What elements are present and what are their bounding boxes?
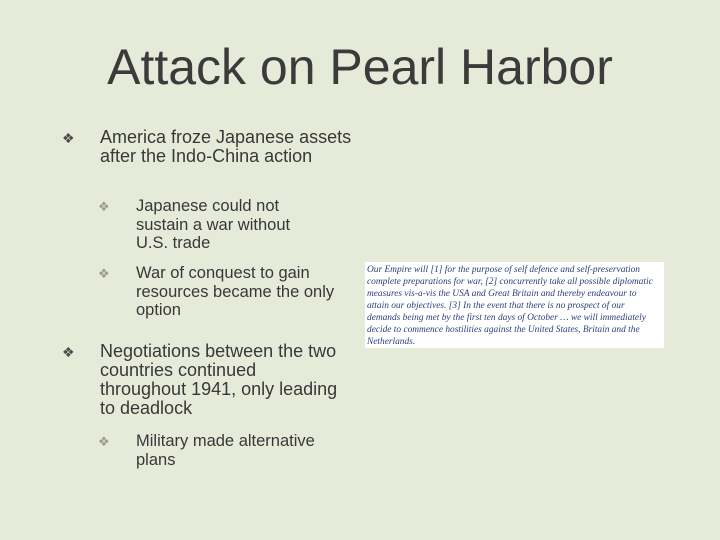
sub-bullet-text: Military made alternative plans — [136, 432, 315, 469]
sub-bullet-text: Japanese could not sustain a war without U.S. trade — [136, 197, 291, 252]
bullet-text: Negotiations between the two countries continued throughout 1941, only leading to deadlock — [100, 341, 338, 418]
bullet-icon: ❖ — [98, 199, 110, 214]
slide-title: Attack on Pearl Harbor — [107, 39, 613, 95]
bullet-text: America froze Japanese assets after the Indo-China action — [100, 127, 352, 166]
bullet-icon: ❖ — [62, 344, 75, 360]
bullet-icon: ❖ — [98, 266, 110, 281]
quote-excerpt-image: Our Empire will [1] for the purpose of self defence and self-preservation complete preparations for war, [2] concurrently take all possible diplomatic measures vis-a-vis the USA and Great Britain and thereby endeavour to attain our objectives. [3] In the event that there is no prospect of our demands being met by the first ten days of October … we will immediately decide to commence hostilities against the United States, Britain and the Netherlands. — [365, 262, 664, 348]
sub-bullet-text: War of conquest to gain resources became the only option — [136, 264, 335, 319]
bullet-icon: ❖ — [98, 434, 110, 449]
bullet-icon: ❖ — [62, 130, 75, 146]
